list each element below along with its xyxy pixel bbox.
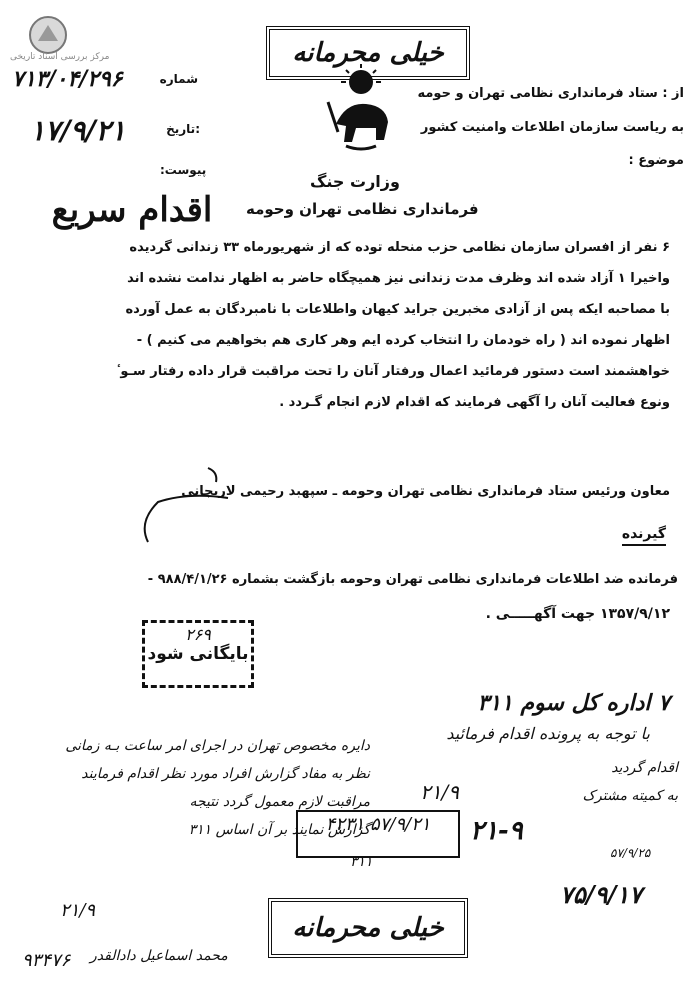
handwritten-signature	[128, 462, 288, 552]
office-title: فرمانداری نظامی تهران وحومه	[246, 200, 479, 218]
handwritten-middle-number: ۲۱-۹	[470, 816, 523, 846]
handwritten-left-line: مراقبت لازم معمول گردد نتیجه	[189, 794, 370, 810]
handwritten-bottom-number: ۹۳۴۷۶	[22, 950, 71, 971]
from-line: از : ستاد فرمانداری نظامی تهران و حومه	[417, 86, 684, 101]
handwritten-bottom-sign: محمد اسماعیل دادالقدر	[90, 948, 228, 964]
urgent-action-stamp	[22, 186, 242, 234]
number-label: شماره	[159, 72, 198, 86]
urgent-stamp-text: اقدام سریع	[51, 190, 213, 230]
handwritten-left-line: گزارش نمایند بر آن اساس ۳۱۱	[188, 822, 370, 838]
handwritten-left-line: نظر به مفاد گزارش افراد مورد نظر اقدام فرمایند	[81, 766, 370, 782]
signature-line: معاون ورئیس ستاد فرمانداری نظامی تهران وحومه ـ سپهبد رحیمی لاریجانی	[181, 484, 670, 499]
letter-body	[50, 240, 670, 426]
watermark-text: مرکز بررسی اسناد تاریخی	[10, 52, 110, 62]
signature-scribble-icon	[128, 462, 288, 552]
registry-stamp-sub: ۳۱۱	[350, 854, 373, 870]
body-line: ونوع فعالیت آنان را آگهی فرمایند که اقدام لازم انجام گـردد .	[279, 395, 670, 410]
ministry-title: وزارت جنگ	[310, 172, 400, 191]
handwritten-note-right-2: با توجه به پرونده اقدام فرمائید	[446, 724, 650, 743]
registry-stamp-text: ۴۲۳۱ ۵۷/۹/۲۱	[325, 814, 431, 835]
lion-sun-icon	[316, 62, 406, 154]
body-line: اظهار نموده اند ( راه خودمان را انتخاب کرده ایم وهر کاری هم بخواهیم می کنیم ) -	[136, 333, 670, 348]
recipient-line-1: فرمانده ضد اطلاعات فرمانداری نظامی تهران وحومه بازگشت بشماره ۹۸۸/۴/۱/۲۶ -	[147, 572, 678, 587]
date-row	[20, 114, 200, 148]
recipient-line-2: ۱۳۵۷/۹/۱۲ جهت آگهـــــی .	[485, 606, 670, 622]
handwritten-far-right-date: ۵۷/۹/۲۵	[610, 846, 651, 860]
handwritten-note-right: ۷ اداره کل سوم ۳۱۱	[477, 690, 670, 716]
handwritten-far-right-note-2: به کمیته مشترک	[582, 788, 678, 804]
handwritten-left-line: دایره مخصوص تهران در اجرای امر ساعت بـه زمانی	[65, 738, 370, 754]
subject-label: موضوع :	[628, 153, 684, 168]
bottom-stamp-text: خیلی محرمانه	[292, 913, 444, 943]
attachment-label: پیوست:	[160, 163, 207, 177]
bottom-classification-stamp	[268, 898, 468, 958]
handwritten-bottom-right-date: ۷۵/۹/۱۷	[560, 880, 642, 909]
watermark-logo	[28, 15, 68, 55]
lion-and-sun-emblem	[316, 62, 406, 154]
archive-logo-icon	[28, 15, 68, 55]
to-line: به ریاست سازمان اطلاعات وامنیت کشور	[420, 120, 684, 135]
body-line: خواهشمند است دستور فرمائید اعمال ورفتار آنان را تحت مراقبت قرار داده رفتار سـو ٔ	[115, 364, 670, 379]
number-row	[8, 66, 198, 92]
handwritten-far-right-note: اقدام گردید	[611, 760, 678, 776]
date-value: ۱۷/۹/۲۱	[30, 114, 126, 147]
body-line: واخیرا ۱ آزاد شده اند وظرف مدت زندانی نیز همیچگاه حاضر به اظهار ندامت نشده اند	[127, 271, 670, 286]
recipient-heading: گیرنده	[622, 526, 666, 546]
archive-label: بایگانی شود	[147, 644, 249, 664]
date-label: تاریخ:	[166, 122, 200, 136]
top-stamp-text: خیلی محرمانه	[292, 38, 444, 68]
archive-stamp	[142, 620, 254, 688]
body-line: با مصاحبه ایکه پس از آزادی مخبرین جراید کیهان واطلاعات با نامبردگان به عمل آورده	[125, 302, 670, 317]
handwritten-date-right: ۲۱/۹	[420, 780, 459, 804]
archive-number: ۲۶۹	[185, 625, 211, 644]
number-value: ۷۱۳/۰۴/۲۹۶	[12, 66, 123, 92]
body-line: ۶ نفر از افسران سازمان نظامی حزب منحله توده که از شهریورماه ۳۳ زندانی گردیده	[129, 240, 670, 255]
handwritten-left-date: ۲۱/۹	[60, 900, 96, 921]
registry-stamp	[296, 810, 460, 858]
